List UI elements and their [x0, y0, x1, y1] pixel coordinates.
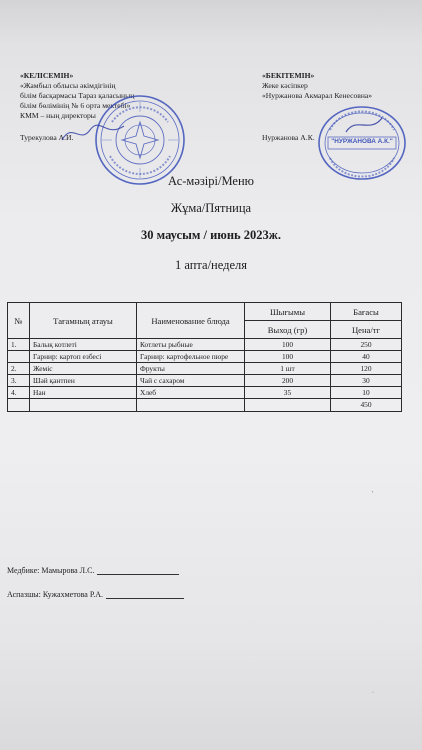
- nurse-signature-line: [7, 566, 179, 575]
- row-name-ru: [137, 399, 245, 412]
- approval-right-line2: «Нуржанова Акмарал Кенесовна»: [262, 91, 373, 100]
- day-title: Жұма/Пятница: [170, 201, 252, 215]
- row-output: 1 шт: [245, 363, 331, 375]
- table-total-row: [8, 399, 402, 412]
- header-price-sub: Цена/тг: [331, 321, 402, 339]
- table-row: [8, 339, 402, 351]
- row-num: [8, 351, 30, 363]
- date-title: 30 маусым / июнь 2023ж.: [141, 228, 281, 242]
- row-price: 10: [331, 387, 402, 399]
- approval-left-line1: «Жамбыл облысы әкімдігінің: [20, 81, 116, 90]
- table-row: [8, 363, 402, 375]
- menu-title: Ас-мәзірі/Меню: [167, 174, 255, 188]
- row-price: 250: [331, 339, 402, 351]
- row-name-kz: Нан: [30, 387, 137, 399]
- header-output-sub: Выход (гр): [245, 321, 331, 339]
- header-price: Бағасы: [331, 303, 402, 321]
- row-num: 2.: [8, 363, 30, 375]
- cook-label: Аспазшы: Кужахметова Р.А.: [7, 590, 104, 599]
- row-name-kz: [30, 399, 137, 412]
- approval-left-title: «КЕЛІСЕМІН»: [20, 71, 74, 80]
- approval-right-title: «БЕКІТЕМІН»: [262, 71, 315, 80]
- paper-speck: ': [372, 491, 374, 497]
- row-name-kz: Жеміс: [30, 363, 137, 375]
- row-price: 120: [331, 363, 402, 375]
- row-name-ru: Хлеб: [137, 387, 245, 399]
- approval-right-signer: Нуржанова А.К.: [262, 133, 315, 142]
- week-title: 1 апта/неделя: [174, 258, 248, 272]
- approval-left-line2: білім басқармасы Тараз қаласының: [20, 91, 135, 100]
- row-name-ru: Фрукты: [137, 363, 245, 375]
- table-row: [8, 351, 402, 363]
- row-name-ru: Гарнир: картофельное пюре: [137, 351, 245, 363]
- row-num: [8, 399, 30, 412]
- row-output: 35: [245, 387, 331, 399]
- row-name-kz: Гарнир: картоп езбесі: [30, 351, 137, 363]
- left-signature-mark: [58, 118, 128, 148]
- row-name-ru: Чай с сахаром: [137, 375, 245, 387]
- total-price: 450: [331, 399, 402, 412]
- approval-left-line4: КММ – ның директоры: [20, 111, 96, 120]
- row-num: 4.: [8, 387, 30, 399]
- menu-table: [7, 302, 402, 412]
- header-output: Шығымы: [245, 303, 331, 321]
- table-header-row: [8, 303, 402, 321]
- row-name-kz: Балық котлеті: [30, 339, 137, 351]
- row-num: 1.: [8, 339, 30, 351]
- approval-right-line1: Жеке кәсіпкер: [262, 81, 308, 90]
- header-name-kz: Тағамның атауы: [30, 303, 137, 339]
- row-output: 200: [245, 375, 331, 387]
- row-num: 3.: [8, 375, 30, 387]
- row-name-ru: Котлеты рыбные: [137, 339, 245, 351]
- nurse-blank-line: [97, 574, 179, 575]
- row-output: 100: [245, 339, 331, 351]
- cook-signature-line: [7, 590, 184, 599]
- table-row: [8, 375, 402, 387]
- approval-left-line3: білім бөлімінің № 6 орта мектебі»: [20, 101, 131, 110]
- paper-speck: ·: [372, 690, 374, 696]
- row-price: 30: [331, 375, 402, 387]
- row-output: [245, 399, 331, 412]
- row-name-kz: Шәй қантпен: [30, 375, 137, 387]
- approval-left-signer: Турекулова А.И.: [20, 133, 74, 142]
- nurse-label: Медбике: Мамырова Л.С.: [7, 566, 95, 575]
- header-num: №: [8, 303, 30, 339]
- row-price: 40: [331, 351, 402, 363]
- table-row: [8, 387, 402, 399]
- header-name-ru: Наименование блюда: [137, 303, 245, 339]
- seal-name-text: "НУРЖАНОВА А.К.": [331, 138, 393, 145]
- approval-right-block: [262, 71, 422, 101]
- row-output: 100: [245, 351, 331, 363]
- cook-blank-line: [106, 598, 184, 599]
